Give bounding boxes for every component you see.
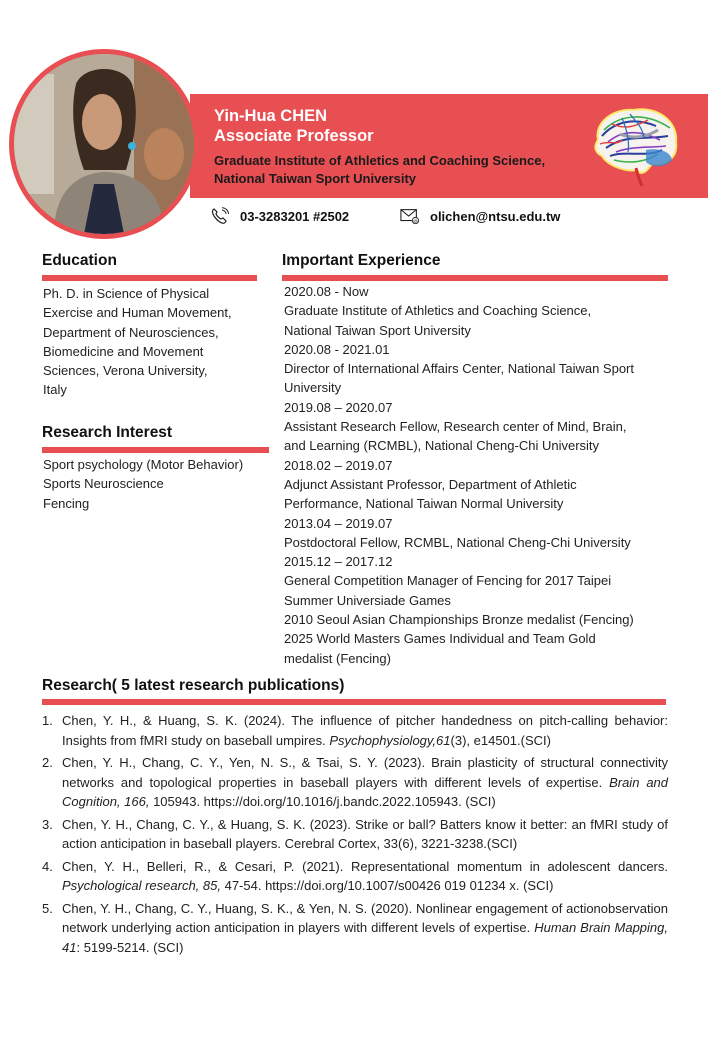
citation-details: : 5199-5214. (SCI) — [76, 939, 184, 955]
experience-line: University — [284, 380, 342, 396]
citation-authors-title: Chen, Y. H., Belleri, R., & Cesari, P. (2021). Representational momentum in adolescent dancers. — [62, 858, 668, 874]
publication-number: 5. — [42, 900, 53, 916]
experience-line: General Competition Manager of Fencing for 2017 Taipei — [284, 573, 612, 589]
publication-item — [42, 899, 668, 958]
education-line: Exercise and Human Movement, — [43, 305, 232, 321]
experience-text — [284, 282, 634, 668]
svg-text:@: @ — [413, 218, 418, 224]
research-interest-divider — [42, 447, 269, 453]
education-line: Ph. D. in Science of Physical — [43, 286, 210, 301]
interest-item: Sports Neuroscience — [43, 476, 164, 492]
citation-journal: Psychological research, 85, — [62, 878, 221, 893]
experience-line: medalist (Fencing) — [284, 650, 391, 666]
experience-line: Adjunct Assistant Professor, Department of Athletic — [284, 476, 577, 492]
experience-line: 2020.08 - 2021.01 — [284, 341, 390, 357]
citation-authors-title: Chen, Y. H., Chang, C. Y., Yen, N. S., & Tsai, S. Y. (2023). Brain plasticity of structural connectivity networks and topological properties in baseball players with different levels of expertise. — [62, 755, 668, 790]
person-silhouette-icon — [14, 54, 194, 234]
education-line: Sciences, Verona University, — [43, 363, 208, 379]
experience-divider — [282, 275, 668, 281]
phone-contact — [210, 205, 349, 227]
experience-line: Summer Universiade Games — [284, 592, 451, 608]
education-line: Biomedicine and Movement — [43, 343, 204, 359]
email-icon — [400, 207, 420, 225]
publication-item — [42, 857, 668, 896]
education-heading: Education — [42, 252, 117, 269]
experience-line: Postdoctoral Fellow, RCMBL, National Cheng-Chi University — [284, 534, 631, 550]
experience-line: Graduate Institute of Athletics and Coaching Science, — [284, 303, 592, 319]
citation-authors-title: Chen, Y. H., Chang, C. Y., & Huang, S. K. (2023). Strike or ball? Batters know it better: an fMRI study of action anticipation in baseball players. Cerebral Cortex, 33(6), 3221-3238.(SCI) — [62, 816, 668, 851]
institute-line-2: National Taiwan Sport University — [214, 171, 417, 186]
interest-item: Fencing — [43, 495, 90, 511]
citation-authors-title: Chen, Y. H., & Huang, S. K. (2024). The influence of pitcher handedness on pitch-calling behavior: Insights from fMRI study on baseball umpires. — [62, 713, 668, 748]
publication-item — [42, 753, 668, 812]
publication-text — [62, 857, 668, 896]
publication-text — [62, 753, 668, 812]
publication-item — [42, 815, 668, 854]
research-divider — [42, 699, 666, 705]
phone-number[interactable]: 03-3283201 #2502 — [240, 208, 350, 224]
publication-text — [62, 815, 668, 854]
research-heading: Research( 5 latest research publications) — [42, 677, 345, 694]
citation-journal: Psychophysiology,61 — [329, 732, 451, 748]
experience-line: 2010 Seoul Asian Championships Bronze medalist (Fencing) — [284, 612, 634, 628]
institute-line-1: Graduate Institute of Athletics and Coaching Science, — [214, 153, 546, 168]
experience-line: 2015.12 – 2017.12 — [284, 554, 393, 570]
experience-heading: Important Experience — [282, 252, 441, 269]
job-title: Associate Professor — [214, 127, 374, 145]
email-address[interactable]: olichen@ntsu.edu.tw — [430, 208, 561, 224]
profile-photo — [14, 54, 194, 234]
experience-line: 2025 World Masters Games Individual and Team Gold — [284, 631, 596, 647]
experience-line: Assistant Research Fellow, Research center of Mind, Brain, — [284, 419, 627, 435]
brain-icon — [586, 100, 686, 194]
publication-number: 1. — [42, 713, 53, 728]
publication-number: 4. — [42, 858, 53, 874]
education-divider — [42, 275, 257, 281]
profile-photo-frame — [9, 49, 199, 239]
email-contact — [400, 205, 560, 227]
interest-item: Sport psychology (Motor Behavior) — [43, 457, 244, 472]
citation-journal: Human Brain Mapping, 41 — [62, 920, 668, 955]
citation-journal: Brain and Cognition, 166, — [62, 774, 669, 809]
publication-list — [42, 711, 668, 960]
citation-authors-title: Chen, Y. H., Chang, C. Y., Huang, S. K., & Yen, N. S. (2020). Nonlinear engagement of actionobservation network underlying action anticipation in players with different levels of expertise. — [62, 900, 668, 935]
experience-line: 2013.04 – 2019.07 — [284, 515, 393, 531]
publication-number: 3. — [42, 816, 53, 832]
phone-icon — [210, 207, 230, 225]
experience-line: Performance, National Taiwan Normal University — [284, 496, 564, 512]
education-line: Department of Neurosciences, — [43, 324, 219, 340]
research-interest-text — [43, 455, 243, 513]
publication-number: 2. — [42, 755, 53, 770]
experience-line: and Learning (RCMBL), National Cheng-Chi University — [284, 438, 600, 454]
experience-line: 2019.08 – 2020.07 — [284, 399, 393, 415]
publication-text — [62, 711, 668, 750]
experience-line: Director of International Affairs Center, National Taiwan Sport — [284, 361, 634, 377]
person-name: Yin-Hua CHEN — [214, 107, 328, 125]
citation-details: 47-54. https://doi.org/10.1007/s00426 019 01234 x. (SCI) — [220, 878, 554, 893]
publication-text — [62, 899, 668, 958]
experience-line: National Taiwan Sport University — [284, 322, 471, 338]
citation-details: 105943. https://doi.org/10.1016/j.bandc.2022.105943. (SCI) — [149, 794, 496, 809]
experience-line: 2020.08 - Now — [284, 284, 369, 299]
experience-line: 2018.02 – 2019.07 — [284, 457, 393, 473]
citation-details: (3), e14501.(SCI) — [450, 732, 551, 748]
research-interest-heading: Research Interest — [42, 424, 173, 441]
education-line: Italy — [43, 382, 67, 398]
publication-item — [42, 711, 668, 750]
education-text — [43, 284, 232, 400]
header-band — [190, 94, 708, 198]
